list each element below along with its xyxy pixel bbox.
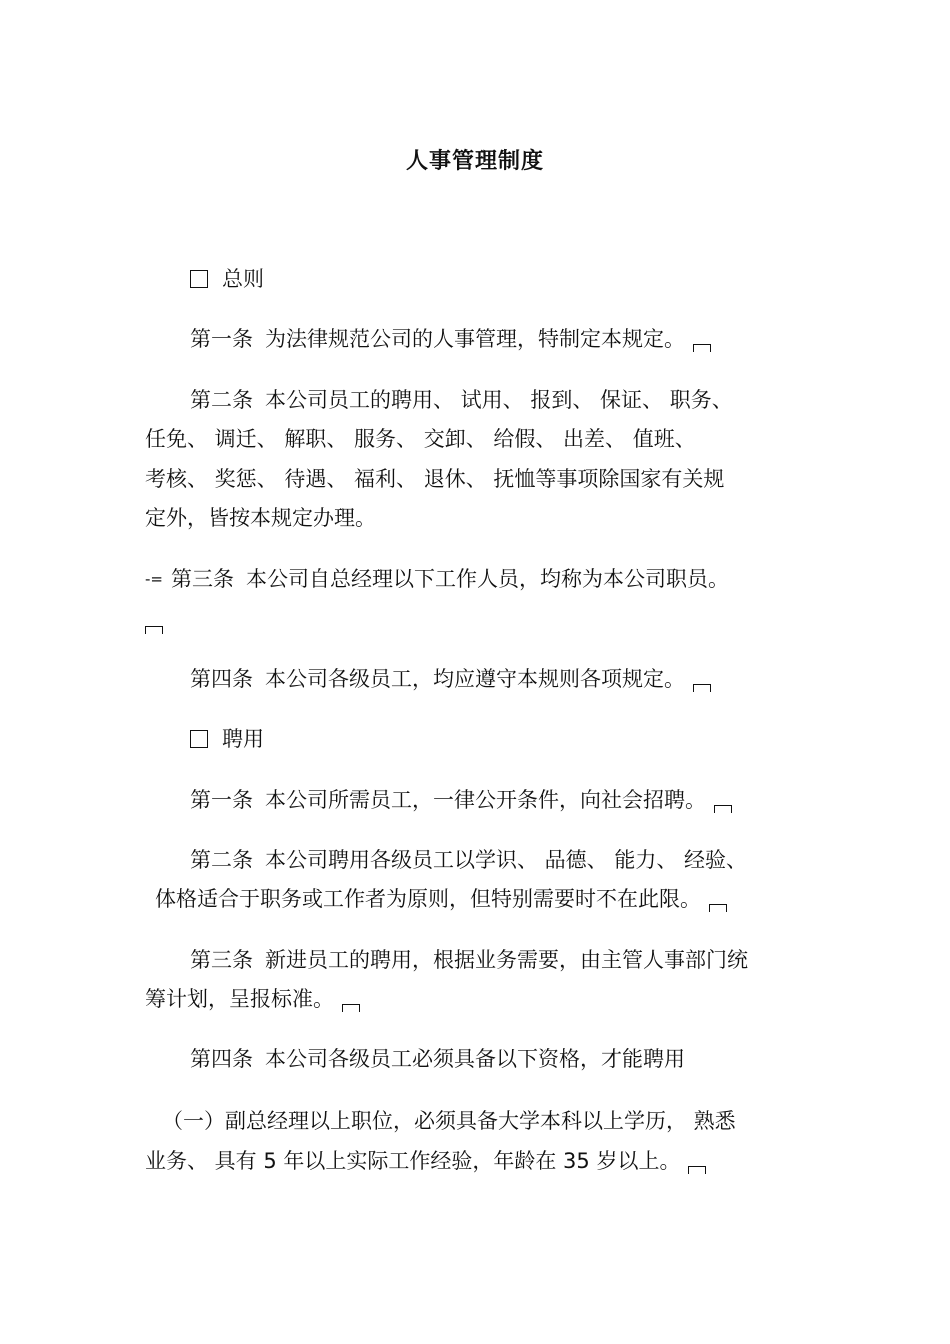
article-2-general-line2: 任免、 调迁、 解职、 服务、 交卸、 给假、 出差、 值班、: [145, 427, 696, 451]
article-2-hiring-line1: [190, 847, 815, 873]
chapter-heading-hiring: [190, 726, 815, 752]
item-text: 业务、 具有 5 年以上实际工作经验，年龄在 35 岁以上。: [145, 1149, 681, 1173]
article-3-hiring-line1: [190, 947, 815, 973]
article-text: 体格适合于职务或工作者为原则，但特别需要时不在此限。: [155, 887, 701, 911]
article-3-hiring-line2: [145, 986, 815, 1012]
item-1-line1: （一）副总经理以上职位，必须具备大学本科以上学历， 熟悉: [162, 1109, 736, 1133]
item-1-line2: [145, 1148, 815, 1174]
checkbox-icon: [190, 270, 208, 288]
paragraph-mark-icon: [693, 344, 711, 352]
article-1-general: [190, 326, 815, 352]
article-number: 第一条: [190, 788, 253, 812]
article-4-general: [190, 666, 815, 692]
article-text: 本公司聘用各级员工以学识、 品德、 能力、 经验、: [265, 848, 748, 872]
paragraph-mark-icon: [342, 1004, 360, 1012]
article-2-general-line1: [190, 387, 815, 413]
paragraph-mark-icon: [714, 805, 732, 813]
article-text: 为法律规范公司的人事管理，特制定本规定。: [265, 327, 685, 351]
paragraph-mark-icon: [145, 626, 163, 634]
paragraph-mark-icon: [688, 1166, 706, 1174]
article-number: 第三条: [190, 948, 253, 972]
article-1-hiring: [190, 787, 815, 813]
article-3-general: [145, 566, 815, 592]
article-4-hiring: [190, 1046, 815, 1072]
chapter-heading-general: [190, 266, 815, 292]
article-3-general-mark-line: [145, 608, 815, 634]
article-text: 筹计划，呈报标准。: [145, 987, 334, 1011]
checkbox-icon: [190, 730, 208, 748]
article-2-general-line3: 考核、 奖惩、 待遇、 福利、 退休、 抚恤等事项除国家有关规: [145, 467, 725, 491]
paragraph-mark-icon: [709, 904, 727, 912]
article-2-hiring-line2: [155, 886, 825, 912]
article-text: 本公司自总经理以下工作人员，均称为本公司职员。: [245, 567, 729, 591]
chapter-heading-text: 聘用: [222, 727, 264, 751]
stray-glyph: -=: [145, 570, 163, 588]
article-text: 本公司各级员工，均应遵守本规则各项规定。: [265, 667, 685, 691]
document-title: 人事管理制度: [405, 149, 544, 174]
article-text: 本公司所需员工，一律公开条件，向社会招聘。: [265, 788, 706, 812]
article-number: 第二条: [190, 388, 253, 412]
article-text: 本公司员工的聘用、 试用、 报到、 保证、 职务、: [265, 388, 733, 412]
article-number: 第三条: [170, 567, 234, 591]
paragraph-mark-icon: [693, 684, 711, 692]
chapter-heading-text: 总则: [222, 267, 264, 291]
article-number: 第四条: [190, 667, 253, 691]
article-number: 第一条: [190, 327, 253, 351]
article-text: 新进员工的聘用，根据业务需要，由主管人事部门统: [265, 948, 748, 972]
article-number: 第二条: [190, 848, 253, 872]
article-2-general-line4: 定外，皆按本规定办理。: [145, 506, 376, 530]
article-number: 第四条: [190, 1047, 253, 1071]
article-text: 本公司各级员工必须具备以下资格，才能聘用: [265, 1047, 685, 1071]
